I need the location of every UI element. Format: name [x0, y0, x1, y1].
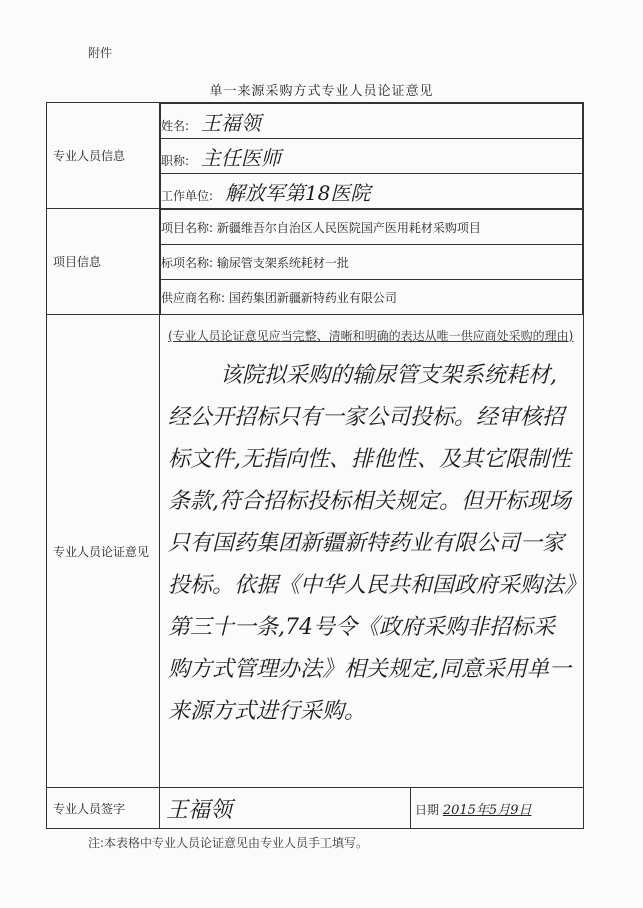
expert-info-cell: [160, 103, 584, 209]
lot-name-value: 输尿管支架系统耗材一批: [216, 255, 349, 270]
project-info-cell: [160, 209, 584, 315]
signature-cell: [160, 788, 584, 829]
lot-name-label: 标项名称:: [161, 255, 214, 270]
expert-title-row: [161, 139, 583, 174]
attachment-label: 附件: [88, 46, 113, 60]
expert-title-label: 职称:: [161, 153, 190, 168]
expert-title-value: 主任医师: [200, 145, 281, 170]
opinion-form: [46, 102, 584, 829]
supplier-value: 国药集团新疆新特药业有限公司: [228, 290, 397, 305]
expert-name-value: 王福领: [200, 110, 261, 135]
project-name-row: [161, 210, 583, 245]
project-section-label: 项目信息: [47, 209, 160, 315]
opinion-cell: [160, 315, 584, 788]
opinion-handwritten-text: 该院拟采购的输尿管支架系统耗材,经公开招标只有一家公司投标。经审核招标文件,无指向性、排他性、及其它限制性条款,符合招标投标相关规定。但开标现场只有国药集团新疆新特药业有限公司一家投标。依据《中华人民共和国政府采购法》第三十一条,74号令《政府采购非招标采购方式管理办法》相关规定,同意采用单一来源方式进行采购。: [168, 363, 576, 724]
expert-unit-value: 解放军第18医院: [224, 180, 371, 205]
expert-unit-label: 工作单位:: [161, 188, 214, 203]
supplier-label: 供应商名称:: [161, 290, 226, 305]
document-title: 单一来源采购方式专业人员论证意见: [209, 84, 434, 99]
signature-section-label: 专业人员签字: [47, 788, 160, 829]
expert-name-label: 姓名:: [161, 118, 190, 133]
supplier-row: [161, 280, 583, 315]
expert-section-label: 专业人员信息: [47, 103, 160, 209]
opinion-instruction: (专业人员论证意见应当完整、清晰和明确的表达从唯一供应商处采购的理由): [168, 329, 574, 343]
project-name-value: 新疆维吾尔自治区人民医院国产医用耗材采购项目: [216, 220, 481, 235]
lot-name-row: [161, 245, 583, 280]
date-value: 2015年5月9日: [442, 802, 532, 818]
expert-unit-row: [161, 174, 583, 209]
signature-value: 王福领: [166, 797, 233, 823]
footnote: 注:本表格中专业人员论证意见由专业人员手工填写。: [88, 836, 369, 850]
date-area: [411, 788, 584, 828]
project-name-label: 项目名称:: [161, 220, 214, 235]
expert-name-row: [161, 104, 583, 139]
date-label: 日期: [415, 802, 440, 817]
opinion-section-label: 专业人员论证意见: [47, 315, 160, 788]
signature-area: [160, 788, 411, 828]
